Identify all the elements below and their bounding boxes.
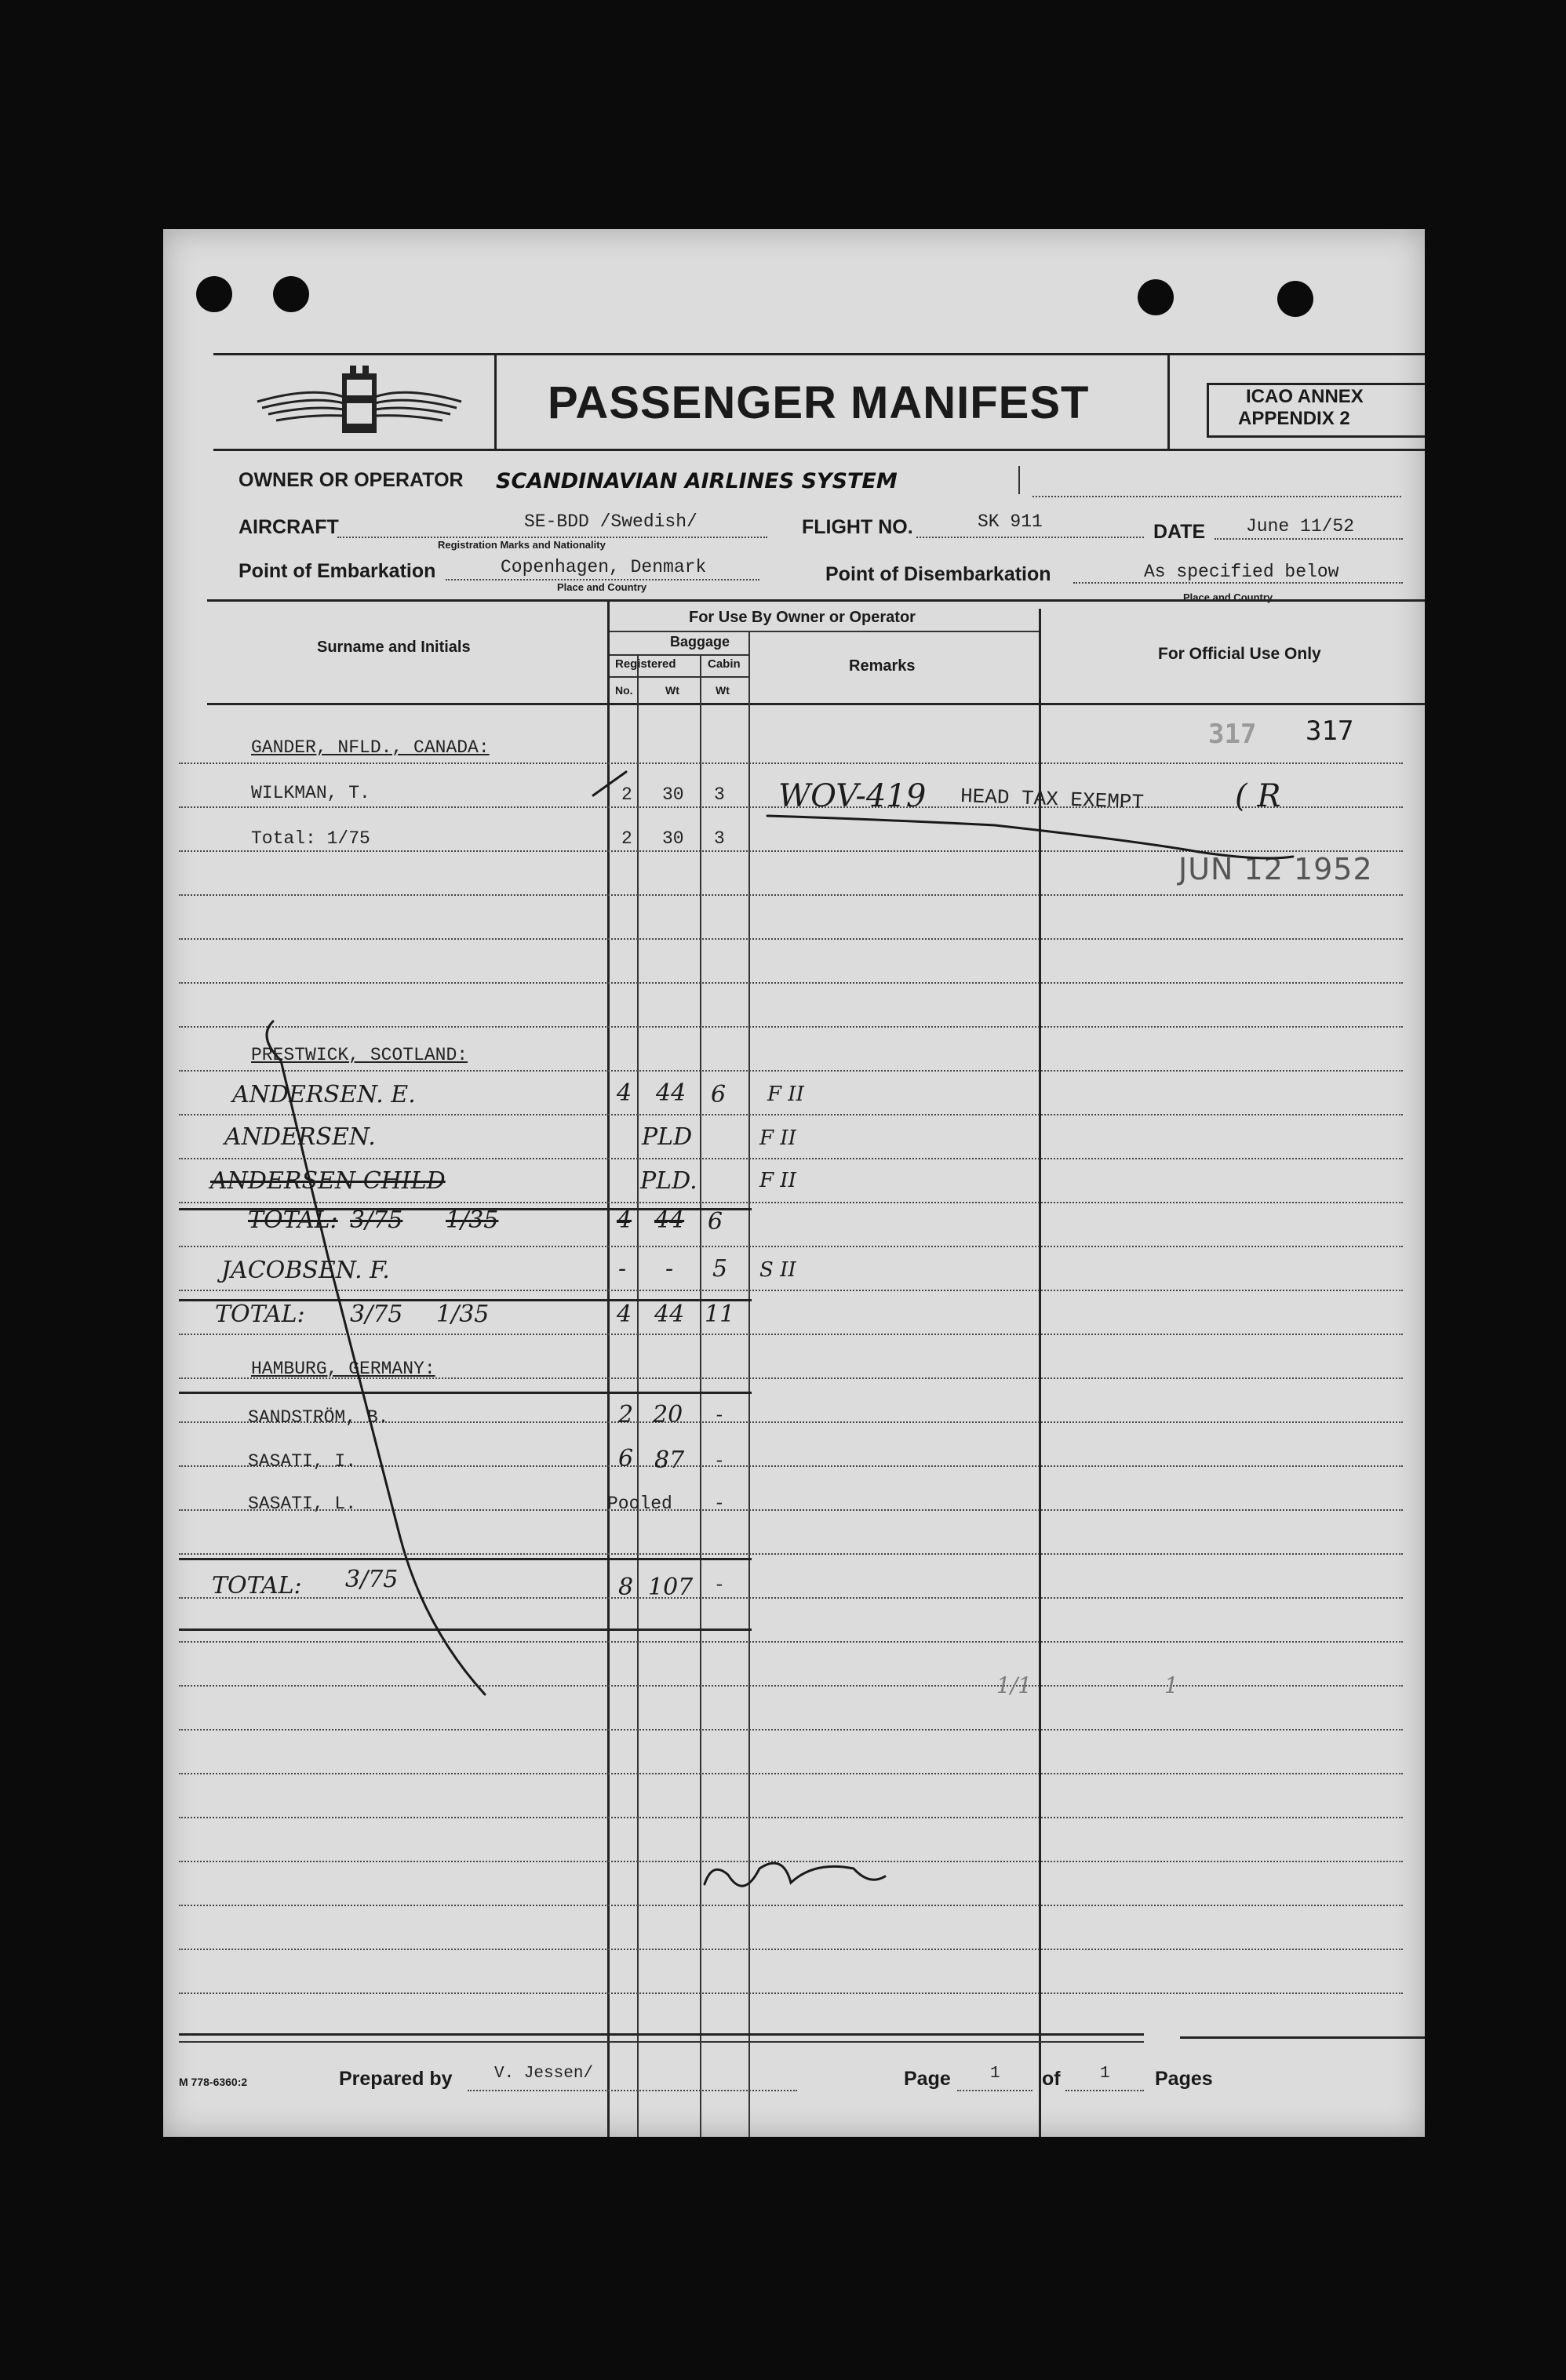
date-stamp: JUN 12 1952	[1178, 852, 1373, 886]
hamburg-total-frac: 3/75	[345, 1566, 399, 1593]
prestwick-row1-cabin: 6	[711, 1081, 727, 1108]
gander-passenger-wt: 30	[662, 784, 684, 805]
form-number: M 778-6360:2	[179, 2076, 248, 2088]
prestwick-subtotal-label: TOTAL:	[248, 1206, 338, 1234]
embarkation-label: Point of Embarkation	[239, 560, 436, 582]
registered-header: Registered	[615, 657, 676, 671]
no-header: No.	[615, 684, 633, 697]
gander-passenger-cabin: 3	[714, 784, 725, 805]
hamburg-row2-name: SASATI, I.	[248, 1451, 357, 1472]
prestwick-subtotal-frac1: 3/75	[350, 1206, 403, 1234]
aircraft-value: SE-BDD /Swedish/	[524, 511, 697, 532]
prestwick-heading: PRESTWICK, SCOTLAND:	[251, 1045, 468, 1065]
prestwick-subtotal-frac2: 1/35	[446, 1206, 499, 1234]
manifest-sheet	[163, 229, 1425, 2137]
icao-appendix: APPENDIX 2	[1238, 408, 1350, 429]
official-mark: ( R	[1235, 778, 1281, 814]
prestwick-row3-remark: F II	[759, 1169, 796, 1192]
embarkation-value: Copenhagen, Denmark	[501, 557, 707, 577]
gander-total-no: 2	[621, 828, 632, 849]
margin-mark-2: 1	[1164, 1672, 1178, 1698]
disembark-place-note: Place and Country	[1183, 591, 1273, 603]
date-value: June 11/52	[1246, 516, 1355, 537]
gander-heading: GANDER, NFLD., CANADA:	[251, 737, 490, 758]
hamburg-heading: HAMBURG, GERMANY:	[251, 1359, 435, 1379]
wt-header: Wt	[665, 684, 679, 697]
hamburg-row1-cabin: -	[714, 1406, 725, 1426]
head-tax-text: HEAD TAX EXEMPT	[960, 784, 1145, 815]
prestwick-row1-name: ANDERSEN. E.	[232, 1081, 416, 1108]
date-label: DATE	[1153, 521, 1206, 543]
prestwick-total-cabin: 11	[705, 1301, 735, 1328]
prestwick-row3-name: ANDERSEN CHILD	[210, 1167, 446, 1195]
hamburg-row2-cabin: -	[714, 1451, 725, 1472]
aircraft-label: AIRCRAFT	[239, 516, 339, 538]
hamburg-row2-no: 6	[618, 1445, 634, 1472]
gander-passenger-no: 2	[621, 784, 632, 805]
hamburg-row1-no: 2	[618, 1401, 634, 1428]
official-header: For Official Use Only	[1158, 645, 1321, 663]
disembarkation-label: Point of Disembarkation	[825, 563, 1051, 585]
gander-total-wt: 30	[662, 828, 684, 849]
prestwick-row1-remark: F II	[767, 1083, 804, 1106]
prestwick-total-wt: 44	[654, 1301, 685, 1328]
hamburg-total-no: 8	[618, 1574, 634, 1601]
gander-total-label: Total: 1/75	[251, 828, 370, 849]
official-number: 317	[1306, 715, 1354, 747]
wt2-header: Wt	[716, 684, 730, 697]
prestwick-extra-wt: -	[665, 1255, 674, 1283]
stamp-number: 317	[1208, 719, 1257, 750]
hamburg-row1-wt: 20	[653, 1401, 683, 1428]
prestwick-extra-name: JACOBSEN. F.	[221, 1257, 390, 1284]
gander-total-cabin: 3	[714, 828, 725, 849]
prestwick-extra-remark: S II	[759, 1258, 796, 1282]
owner-label: OWNER OR OPERATOR	[239, 469, 464, 491]
embark-place-note: Place and Country	[557, 581, 647, 593]
prestwick-row2-name: ANDERSEN.	[224, 1123, 376, 1151]
gander-passenger-name: WILKMAN, T.	[251, 783, 370, 803]
hamburg-row1-name: SANDSTRÖM, B.	[248, 1407, 389, 1428]
prestwick-total-no: 4	[617, 1301, 632, 1328]
prestwick-row2-pld: PLD	[642, 1123, 693, 1151]
prestwick-subtotal-no: 4	[617, 1206, 632, 1234]
cabin-header: Cabin	[708, 657, 741, 671]
prepared-by-label: Prepared by	[339, 2068, 453, 2090]
prestwick-extra-no: -	[618, 1255, 627, 1283]
prestwick-row1-no: 4	[617, 1079, 632, 1107]
handwritten-strokes	[163, 229, 1425, 2137]
baggage-header: Baggage	[670, 634, 730, 650]
prestwick-row3-pld: PLD.	[640, 1167, 697, 1195]
surname-header: Surname and Initials	[317, 639, 471, 656]
for-use-header: For Use By Owner or Operator	[689, 609, 916, 626]
prestwick-subtotal-cabin: 6	[708, 1208, 723, 1235]
prepared-by-value: V. Jessen/	[494, 2065, 594, 2083]
icao-annex: ICAO ANNEX	[1246, 386, 1364, 407]
page-total: 1	[1100, 2065, 1110, 2083]
page-number: 1	[990, 2065, 1000, 2083]
hamburg-row3-pooled: Pooled	[607, 1494, 672, 1514]
page-title: PASSENGER MANIFEST	[548, 377, 1090, 428]
registration-note: Registration Marks and Nationality	[438, 539, 606, 551]
of-label: of	[1042, 2068, 1061, 2090]
prestwick-total-frac1: 3/75	[350, 1301, 403, 1328]
prestwick-total-frac2: 1/35	[436, 1301, 490, 1328]
hamburg-row3-cabin: -	[714, 1494, 725, 1514]
hamburg-total-cabin: -	[714, 1575, 725, 1596]
remark-handwritten: WOV-419	[778, 778, 927, 814]
hamburg-row2-wt: 87	[654, 1447, 685, 1474]
hamburg-total-label: TOTAL:	[212, 1572, 302, 1599]
hamburg-total-wt: 107	[648, 1574, 694, 1601]
margin-mark-1: 1/1	[996, 1672, 1032, 1698]
owner-value: SCANDINAVIAN AIRLINES SYSTEM	[496, 469, 898, 493]
pages-label: Pages	[1155, 2068, 1213, 2090]
prestwick-row1-wt: 44	[656, 1079, 686, 1107]
page-label: Page	[904, 2068, 951, 2090]
prestwick-extra-cabin: 5	[712, 1255, 728, 1283]
prestwick-subtotal-wt: 44	[654, 1206, 685, 1234]
prestwick-row2-remark: F II	[759, 1126, 796, 1150]
disembarkation-value: As specified below	[1144, 562, 1339, 582]
prestwick-total-label: TOTAL:	[215, 1301, 305, 1328]
remarks-header: Remarks	[849, 657, 916, 675]
hamburg-row3-name: SASATI, L.	[248, 1494, 357, 1514]
flight-label: FLIGHT NO.	[802, 516, 913, 538]
flight-value: SK 911	[978, 511, 1043, 532]
